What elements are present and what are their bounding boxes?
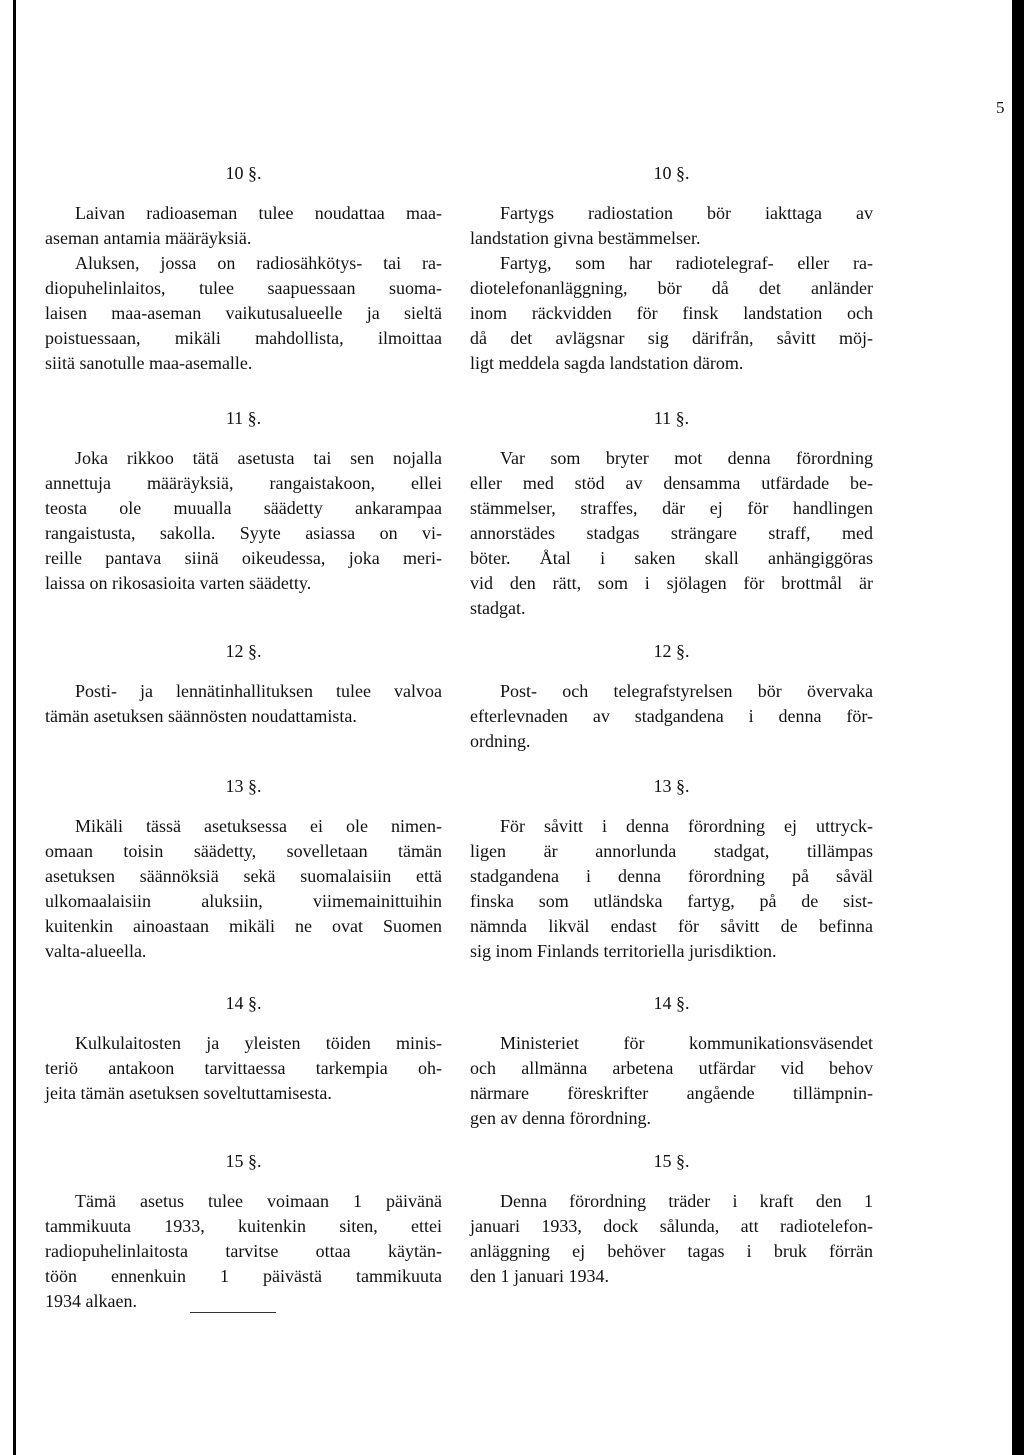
text-line: närmare föreskrifter angående tillämpnin-: [470, 1083, 873, 1103]
scan-border-left: [13, 0, 16, 1455]
text-line: tämän asetuksen säännösten noudattamista.: [45, 706, 357, 726]
section-heading: 14 §.: [653, 993, 690, 1013]
text-line: töön ennenkuin 1 päivästä tammikuuta: [45, 1266, 442, 1286]
swedish-section: [470, 163, 873, 376]
text-line: siitä sanotulle maa-asemalle.: [45, 353, 253, 373]
swedish-section: [470, 776, 873, 964]
text-line: kuitenkin ainoastaan mikäli ne ovat Suomen: [45, 916, 442, 936]
text-line: asetuksen säännöksiä sekä suomalaisiin että: [45, 866, 442, 886]
section-heading: 13 §.: [225, 776, 262, 796]
text-line: diotelefonanläggning, bör då det anländer: [470, 278, 873, 298]
finnish-section: [45, 641, 442, 729]
section-heading: 10 §.: [225, 163, 262, 183]
section-heading: 10 §.: [653, 163, 690, 183]
text-line: Fartygs radiostation bör iakttaga av: [500, 203, 873, 223]
finnish-section: [45, 776, 442, 964]
text-line: sig inom Finlands territoriella jurisdiktion.: [470, 941, 777, 961]
text-line: tammikuuta 1933, kuitenkin siten, ettei: [45, 1216, 442, 1236]
text-line: valta-alueella.: [45, 941, 147, 961]
text-line: Aluksen, jossa on radiosähkötys- tai ra-: [75, 253, 442, 273]
text-line: För såvitt i denna förordning ej uttryck-: [500, 816, 873, 836]
text-line: Tämä asetus tulee voimaan 1 päivänä: [75, 1191, 442, 1211]
text-line: stämmelser, straffes, där ej för handlingen: [470, 498, 873, 518]
section-heading: 15 §.: [225, 1151, 262, 1171]
text-line: Joka rikkoo tätä asetusta tai sen nojalla: [75, 448, 442, 468]
finnish-section: [45, 1151, 442, 1314]
text-line: radiopuhelinlaitosta tarvitse ottaa käytän-: [45, 1241, 442, 1261]
swedish-section: [470, 641, 873, 754]
page-number: 5: [996, 98, 1005, 117]
section-heading: 15 §.: [653, 1151, 690, 1171]
text-line: laissa on rikosasioita varten säädetty.: [45, 573, 312, 593]
text-line: aseman antamia määräyksiä.: [45, 228, 252, 248]
text-line: och allmänna arbetena utfärdar vid behov: [470, 1058, 873, 1078]
text-line: Posti- ja lennätinhallituksen tulee valvoa: [75, 681, 442, 701]
text-line: omaan toisin säädetty, sovelletaan tämän: [45, 841, 442, 861]
text-line: diopuhelinlaitos, tulee saapuessaan suoma-: [45, 278, 442, 298]
text-line: januari 1933, dock sålunda, att radiotelefon-: [470, 1216, 873, 1236]
section-heading: 11 §.: [653, 408, 690, 428]
scan-border-right: [1012, 0, 1024, 1455]
text-line: Fartyg, som har radiotelegraf- eller ra-: [500, 253, 873, 273]
text-line: finska som utländska fartyg, på de sist-: [470, 891, 873, 911]
text-line: nämnda likväl endast för såvitt de befinna: [470, 916, 873, 936]
finnish-section: [45, 408, 442, 596]
text-line: poistuessaan, mikäli mahdollista, ilmoittaa: [45, 328, 442, 348]
finnish-section: [45, 163, 442, 376]
text-line: teriö antakoon tarvittaessa tarkempia oh-: [45, 1058, 442, 1078]
text-line: ligen är annorlunda stadgat, tillämpas: [470, 841, 873, 861]
text-line: landstation givna bestämmelser.: [470, 228, 701, 248]
text-line: rangaistusta, sakolla. Syyte asiassa on vi-: [45, 523, 442, 543]
section-heading: 14 §.: [225, 993, 262, 1013]
text-line: Denna förordning träder i kraft den 1: [500, 1191, 873, 1211]
text-line: anläggning ej behöver tagas i bruk förrän: [470, 1241, 873, 1261]
text-line: ordning.: [470, 731, 531, 751]
end-rule: [190, 1312, 276, 1313]
swedish-section: [470, 408, 873, 621]
text-line: jeita tämän asetuksen soveltuttamisesta.: [45, 1083, 332, 1103]
text-line: annorstädes stadgas strängare straff, med: [470, 523, 873, 543]
finnish-section: [45, 993, 442, 1106]
swedish-section: [470, 993, 873, 1131]
text-line: ligt meddela sagda landstation därom.: [470, 353, 744, 373]
section-heading: 11 §.: [225, 408, 262, 428]
text-line: Mikäli tässä asetuksessa ei ole nimen-: [75, 816, 442, 836]
text-line: annettuja määräyksiä, rangaistakoon, ellei: [45, 473, 442, 493]
text-line: stadgat.: [470, 598, 526, 618]
text-line: stadgandena i denna förordning på såväl: [470, 866, 873, 886]
text-line: gen av denna förordning.: [470, 1108, 651, 1128]
text-line: Ministeriet för kommunikationsväsendet: [500, 1033, 873, 1053]
text-line: då det avlägsnar sig därifrån, såvitt möj-: [470, 328, 873, 348]
text-line: Laivan radioaseman tulee noudattaa maa-: [75, 203, 442, 223]
text-line: efterlevnaden av stadgandena i denna för-: [470, 706, 873, 726]
text-line: Kulkulaitosten ja yleisten töiden minis-: [75, 1033, 442, 1053]
text-line: ulkomaalaisiin aluksiin, viimemainittuihin: [45, 891, 442, 911]
section-heading: 12 §.: [653, 641, 690, 661]
text-line: eller med stöd av densamma utfärdade be-: [470, 473, 873, 493]
text-line: teosta ole muualla säädetty ankarampaa: [45, 498, 442, 518]
text-line: inom räckvidden för finsk landstation och: [470, 303, 873, 323]
text-line: vid den rätt, som i sjölagen för brottmål är: [470, 573, 873, 593]
text-line: den 1 januari 1934.: [470, 1266, 609, 1286]
section-heading: 12 §.: [225, 641, 262, 661]
section-heading: 13 §.: [653, 776, 690, 796]
text-line: Post- och telegrafstyrelsen bör övervaka: [500, 681, 873, 701]
text-line: 1934 alkaen.: [45, 1291, 137, 1311]
text-line: reille pantava siinä oikeudessa, joka meri-: [45, 548, 442, 568]
text-line: böter. Åtal i saken skall anhängiggöras: [470, 548, 873, 568]
text-line: Var som bryter mot denna förordning: [500, 448, 873, 468]
text-line: laisen maa-aseman vaikutusalueelle ja sieltä: [45, 303, 442, 323]
swedish-section: [470, 1151, 873, 1289]
